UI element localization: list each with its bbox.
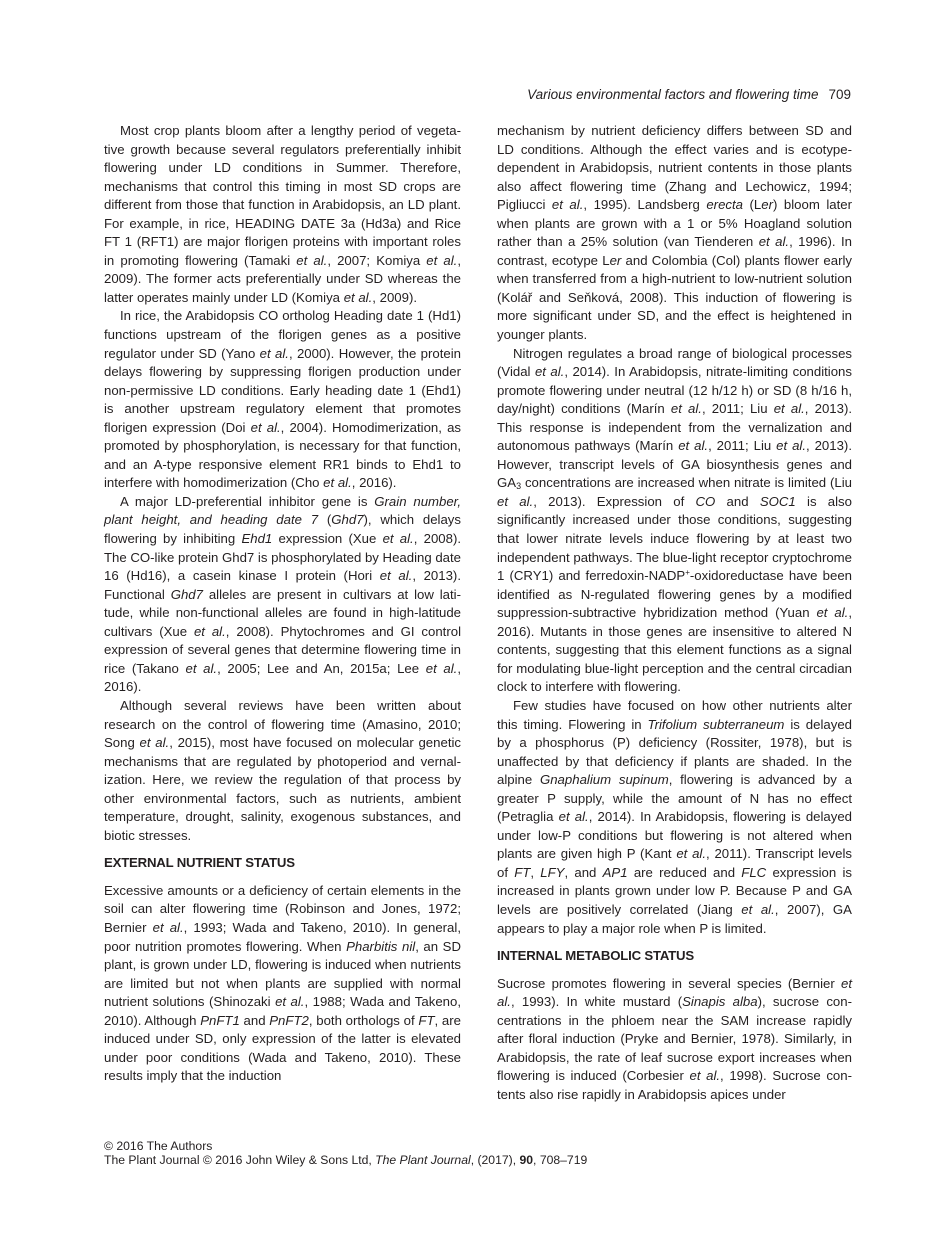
paragraph: Nitrogen regulates a broad range of biological processes (Vidal et al., 2014). In Arabidopsis, nitrate-limiting conditions promote flowering under neutral (12 h/12 h) or SD (8 h/16 h, day/night) conditions (Marín et al., 2011; Liu et al., 2013). This response is independent from the vernalization and autonomous pathways (Marín et al., 2011; Liu et al., 2013). However, transcript levels of GA biosynthesis genes and $GA_3$ concentrations are increased when nitrate is limited (Liu et al., 2013). Expression of CO and SOC1 is also significantly increased under those conditions, suggesting that lower nitrate levels induce flowering by at least two independent pathways. The blue-light receptor cryptochrome 1 (CRY1) and ferredoxin-NADP+-oxidoreductase have been identified as N-regulated flowering genes by a modified suppression-subtractive hybridization method (Yuan et al., 2016). Mutants in those genes are insensitive to altered N contents, suggesting that this element functions as a signal for modulating blue-light perception and the central circadian clock to interfere with flowering. (497, 345, 853, 695)
paragraph: Few studies have focused on how other nutrients alter this timing. Flowering in Trifolium subterraneum is delayed by a phosphorus (P) deficiency (Rossiter, 1978), but is unaffected by that deficiency if plants are shaded. In the alpine Gnaphalium supinum, flowering is advanced by a greater P supply, while the amount of N has no effect (Petraglia et al., 2014). In Arabidopsis, flowering is delayed under low-P conditions but flowering is not altered when plants are given high P (Kant et al., 2011). Transcript levels of FT, LFY, and AP1 are reduced and FLC expression is increased in plants grown under low P. Because P and GA levels are positively correlated (Jiang et al., 2007), GA appears to play a major role when P is limited. (497, 697, 853, 936)
paragraph: Excessive amounts or a deficiency of certain elements in the soil can alter flowering time (Robinson and Jones, 1972; Bernier et al., 1993; Wada and Takeno, 2010). In general, poor nutrition promotes flowering. When Pharbitis nil, an SD plant, is grown under LD, flowering is induced when nutrients are limited but not when plants are supplied with normal nutrient solutions (Shinozaki et al., 1988; Wada and Takeno, 2010). Although PnFT1 and PnFT2, both orthologs of FT, are induced under SD, only expression of the latter is elevated under poor conditions (Wada and Takeno, 2010). These results imply that the induction (104, 882, 462, 1084)
copyright-authors: © 2016 The Authors (104, 1139, 213, 1153)
paragraph: Most crop plants bloom after a lengthy period of vegetative growth because several regulators preferentially inhibit flowering under LD conditions in Summer. Therefore, mechanisms that control this timing in most SD crops are different from those that function in Arabidopsis, an LD plant. For example, in rice, HEADING DATE 3a (Hd3a) and Rice FT 1 (RFT1) are major florigen proteins with important roles in promoting flowering (Tamaki et al., 2007; Komiya et al., 2009). The former acts preferentially under SD whereas the latter operates mainly under LD (Komiya et al., 2009). (104, 123, 462, 305)
right-column (497, 122, 852, 1104)
paragraph: A major LD-preferential inhibitor gene is Grain number, plant height, and heading date 7 (Ghd7), which delays flowering by inhibiting Ehd1 expression (Xue et al., 2008). The CO-like protein Ghd7 is phosphorylated by Heading date 16 (Hd16), a casein kinase I protein (Hori et al., 2013). Functional Ghd7 alleles are present in cultivars at low latitude, while non-functional alleles are found in high-latitude cultivars (Xue et al., 2008). Phytochromes and GI control expression of several genes that determine flowering time in rice (Takano et al., 2005; Lee and An, 2015a; Lee et al., 2016). (104, 493, 462, 695)
running-head-title: Various environmental factors and flowering time (527, 87, 819, 102)
page-footer (104, 1139, 587, 1167)
journal-citation: The Plant Journal © 2016 John Wiley & Sons Ltd, The Plant Journal, (2017), 90, 708–719 (104, 1153, 588, 1167)
paragraph: mechanism by nutrient deficiency differs between SD and LD conditions. Although the effect varies and is ecotype-dependent in Arabidopsis, nutrient contents in those plants also affect flowering time (Zhang and Lechowicz, 1994; Pigliucci et al., 1995). Landsberg erecta (Ler) bloom later when plants are grown with a 1 or 5% Hoagland solution rather than a 25% solution (van Tienderen et al., 1996). In contrast, ecotype Ler and Colombia (Col) plants flower early when transferred from a high-nutrient to low-nutrient solution (Kolář and Seňková, 2008). This induction of flowering is more significant under SD, and the effect is heightened in younger plants. (497, 123, 853, 343)
paragraph: In rice, the Arabidopsis CO ortholog Heading date 1 (Hd1) functions upstream of the florigen genes as a positive regulator under SD (Yano et al., 2000). However, the protein delays flowering by suppressing florigen production under non-permissive LD conditions. Early heading date 1 (Ehd1) is another upstream regulatory element that promotes florigen expression (Doi et al., 2004). Homodimerization, as promoted by phosphorylation, is necessary for that function, and an A-type responsive element RR1 binds to Ehd1 to interfere with homodimerization (Cho et al., 2016). (104, 308, 461, 491)
left-column (104, 122, 461, 1086)
section-heading-external-nutrient-status: EXTERNAL NUTRIENT STATUS (104, 855, 295, 871)
section-heading-internal-metabolic-status: INTERNAL METABOLIC STATUS (497, 948, 694, 964)
paragraph: Although several reviews have been written about research on the control of flowering time (Amasino, 2010; Song et al., 2015), most have focused on molecular genetic mechanisms that are regulated by photoperiod and vernalization. Here, we review the regulation of that process by other environmental factors, such as nutrients, ambient temperature, drought, salinity, exogenous substances, and biotic stresses. (104, 697, 462, 843)
running-head (527, 87, 851, 102)
paragraph: Sucrose promotes flowering in several species (Bernier et al., 1993). In white mustard (Sinapis alba), sucrose concentrations in the phloem near the SAM increase rapidly after floral induction (Pryke and Bernier, 1978). Similarly, in Arabidopsis, the rate of leaf sucrose export increases when flowering is induced (Corbesier et al., 1998). Sucrose contents also rise rapidly in Arabidopsis apices under (497, 975, 852, 1102)
page-number: 709 (828, 87, 851, 102)
